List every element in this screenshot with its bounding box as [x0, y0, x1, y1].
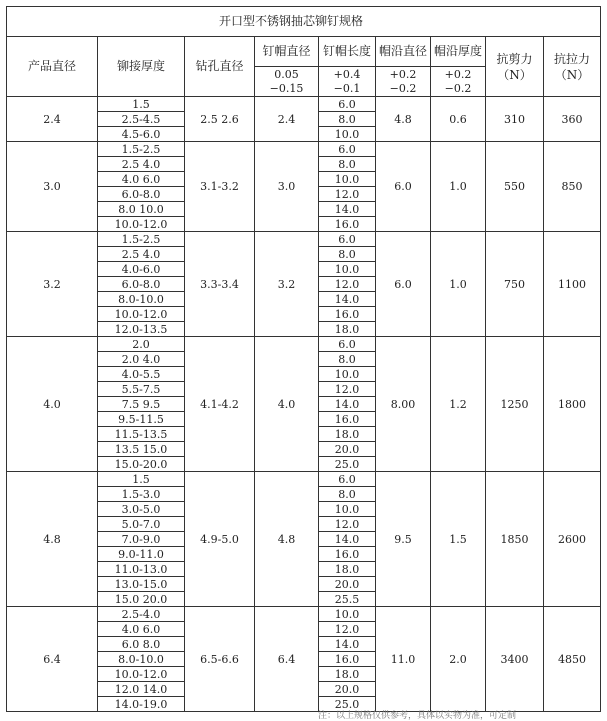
- rivet-thickness-cell: 10.0-12.0: [98, 307, 185, 322]
- tolerance-upper: 0.05: [274, 67, 299, 81]
- rivet-thickness-cell: 1.5-3.0: [98, 487, 185, 502]
- cap-length-cell: 12.0: [319, 277, 376, 292]
- rivet-thickness-cell: 5.0-7.0: [98, 517, 185, 532]
- rivet-thickness-cell: 4.0-5.5: [98, 367, 185, 382]
- rivet-thickness-cell: 14.0-19.0: [98, 697, 185, 712]
- rivet-thickness-cell: 10.0-12.0: [98, 217, 185, 232]
- brim-thickness-cell: 1.2: [431, 337, 486, 472]
- cap-length-cell: 10.0: [319, 172, 376, 187]
- header-cap-length: 钉帽长度: [319, 37, 376, 67]
- cap-length-cell: 16.0: [319, 217, 376, 232]
- rivet-thickness-cell: 1.5-2.5: [98, 232, 185, 247]
- cap-length-cell: 18.0: [319, 322, 376, 337]
- drill-diameter-cell: 4.9-5.0: [185, 472, 255, 607]
- rivet-thickness-cell: 1.5: [98, 97, 185, 112]
- cap-length-cell: 8.0: [319, 352, 376, 367]
- rivet-thickness-cell: 3.0-5.0: [98, 502, 185, 517]
- cap-length-cell: 18.0: [319, 562, 376, 577]
- brim-diameter-cell: 8.00: [376, 337, 431, 472]
- product-diameter-cell: 4.0: [7, 337, 98, 472]
- table-row: [7, 142, 601, 157]
- rivet-thickness-cell: 7.5 9.5: [98, 397, 185, 412]
- tolerance-lower: −0.2: [389, 81, 417, 95]
- rivet-thickness-cell: 4.0 6.0: [98, 622, 185, 637]
- cap-length-cell: 25.5: [319, 592, 376, 607]
- cap-length-cell: 14.0: [319, 637, 376, 652]
- cap-length-cell: 14.0: [319, 532, 376, 547]
- cap-length-cell: 16.0: [319, 412, 376, 427]
- cap-length-cell: 6.0: [319, 337, 376, 352]
- tolerance-lower: −0.1: [333, 81, 361, 95]
- rivet-thickness-cell: 6.0-8.0: [98, 277, 185, 292]
- drill-diameter-cell: 6.5-6.6: [185, 607, 255, 712]
- spec-table: [6, 6, 601, 712]
- tensile-force-cell: 360: [544, 97, 601, 142]
- brim-thickness-cell: 1.0: [431, 232, 486, 337]
- cap-length-cell: 8.0: [319, 247, 376, 262]
- rivet-thickness-cell: 15.0-20.0: [98, 457, 185, 472]
- cap-length-cell: 6.0: [319, 472, 376, 487]
- product-diameter-cell: 4.8: [7, 472, 98, 607]
- brim-thickness-cell: 1.0: [431, 142, 486, 232]
- product-diameter-cell: 3.2: [7, 232, 98, 337]
- brim-diameter-cell: 11.0: [376, 607, 431, 712]
- cap-diameter-cell: 4.8: [255, 472, 319, 607]
- product-diameter-cell: 6.4: [7, 607, 98, 712]
- header-cap-diameter: 钉帽直径: [255, 37, 319, 67]
- brim-thickness-cell: 2.0: [431, 607, 486, 712]
- header-shear-label: 抗剪力: [496, 51, 533, 66]
- rivet-thickness-cell: 5.5-7.5: [98, 382, 185, 397]
- cap-length-cell: 16.0: [319, 547, 376, 562]
- table-row: [7, 232, 601, 247]
- tolerance-lower: −0.2: [444, 81, 472, 95]
- tolerance-cap-length: [319, 67, 376, 97]
- shear-force-cell: 1250: [486, 337, 544, 472]
- cap-diameter-cell: 2.4: [255, 97, 319, 142]
- rivet-thickness-cell: 9.0-11.0: [98, 547, 185, 562]
- cap-length-cell: 18.0: [319, 667, 376, 682]
- tensile-force-cell: 2600: [544, 472, 601, 607]
- cap-length-cell: 10.0: [319, 127, 376, 142]
- cap-length-cell: 25.0: [319, 697, 376, 712]
- table-row: [7, 607, 601, 622]
- rivet-thickness-cell: 2.5-4.0: [98, 607, 185, 622]
- tolerance-upper: +0.2: [389, 67, 417, 81]
- tolerance-brim-diameter: [376, 67, 431, 97]
- cap-length-cell: 8.0: [319, 157, 376, 172]
- header-drill-diameter: 钻孔直径: [185, 37, 255, 97]
- cap-length-cell: 20.0: [319, 577, 376, 592]
- shear-force-cell: 310: [486, 97, 544, 142]
- rivet-thickness-cell: 4.0 6.0: [98, 172, 185, 187]
- cap-length-cell: 8.0: [319, 487, 376, 502]
- cap-length-cell: 14.0: [319, 292, 376, 307]
- drill-diameter-cell: 3.1-3.2: [185, 142, 255, 232]
- rivet-thickness-cell: 2.5 4.0: [98, 157, 185, 172]
- rivet-thickness-cell: 10.0-12.0: [98, 667, 185, 682]
- cap-length-cell: 6.0: [319, 232, 376, 247]
- header-shear-force: [486, 37, 544, 97]
- product-diameter-cell: 3.0: [7, 142, 98, 232]
- cap-length-cell: 18.0: [319, 427, 376, 442]
- cap-length-cell: 20.0: [319, 682, 376, 697]
- header-row: [7, 37, 601, 67]
- tolerance-cap-diameter: [255, 67, 319, 97]
- header-product-diameter: 产品直径: [7, 37, 98, 97]
- header-brim-diameter: 帽沿直径: [376, 37, 431, 67]
- rivet-thickness-cell: 12.0-13.5: [98, 322, 185, 337]
- tolerance-upper: +0.4: [333, 67, 361, 81]
- cap-length-cell: 16.0: [319, 652, 376, 667]
- rivet-thickness-cell: 8.0-10.0: [98, 652, 185, 667]
- header-shear-unit: （N）: [497, 67, 532, 82]
- tensile-force-cell: 4850: [544, 607, 601, 712]
- cap-diameter-cell: 6.4: [255, 607, 319, 712]
- cap-length-cell: 8.0: [319, 112, 376, 127]
- cap-length-cell: 12.0: [319, 382, 376, 397]
- rivet-thickness-cell: 7.0-9.0: [98, 532, 185, 547]
- rivet-thickness-cell: 15.0 20.0: [98, 592, 185, 607]
- cap-length-cell: 10.0: [319, 367, 376, 382]
- tensile-force-cell: 850: [544, 142, 601, 232]
- product-diameter-cell: 2.4: [7, 97, 98, 142]
- cap-length-cell: 10.0: [319, 607, 376, 622]
- rivet-thickness-cell: 11.5-13.5: [98, 427, 185, 442]
- brim-diameter-cell: 4.8: [376, 97, 431, 142]
- drill-diameter-cell: 3.3-3.4: [185, 232, 255, 337]
- rivet-thickness-cell: 2.5 4.0: [98, 247, 185, 262]
- cap-length-cell: 6.0: [319, 97, 376, 112]
- rivet-thickness-cell: 4.0-6.0: [98, 262, 185, 277]
- rivet-thickness-cell: 11.0-13.0: [98, 562, 185, 577]
- table-title: 开口型不锈钢抽芯铆钉规格: [7, 7, 601, 37]
- drill-diameter-cell: 4.1-4.2: [185, 337, 255, 472]
- brim-diameter-cell: 6.0: [376, 142, 431, 232]
- rivet-thickness-cell: 6.0 8.0: [98, 637, 185, 652]
- title-row: [7, 7, 601, 37]
- rivet-thickness-cell: 2.5-4.5: [98, 112, 185, 127]
- cap-length-cell: 14.0: [319, 202, 376, 217]
- shear-force-cell: 3400: [486, 607, 544, 712]
- header-tensile-force: [544, 37, 601, 97]
- rivet-thickness-cell: 2.0 4.0: [98, 352, 185, 367]
- rivet-thickness-cell: 1.5: [98, 472, 185, 487]
- rivet-thickness-cell: 6.0-8.0: [98, 187, 185, 202]
- brim-thickness-cell: 0.6: [431, 97, 486, 142]
- table-row: [7, 337, 601, 352]
- rivet-thickness-cell: 9.5-11.5: [98, 412, 185, 427]
- brim-diameter-cell: 9.5: [376, 472, 431, 607]
- cap-length-cell: 12.0: [319, 187, 376, 202]
- drill-diameter-cell: 2.5 2.6: [185, 97, 255, 142]
- shear-force-cell: 1850: [486, 472, 544, 607]
- header-tensile-label: 抗拉力: [554, 51, 591, 66]
- tolerance-lower: −0.15: [269, 81, 304, 95]
- header-rivet-thickness: 铆接厚度: [98, 37, 185, 97]
- footer-note: 注：以上规格仅供参考，具体以实物为准，可定制: [318, 711, 517, 721]
- brim-diameter-cell: 6.0: [376, 232, 431, 337]
- header-tensile-unit: （N）: [554, 67, 590, 82]
- cap-diameter-cell: 3.2: [255, 232, 319, 337]
- table-row: [7, 97, 601, 112]
- brim-thickness-cell: 1.5: [431, 472, 486, 607]
- shear-force-cell: 550: [486, 142, 544, 232]
- cap-length-cell: 12.0: [319, 622, 376, 637]
- cap-diameter-cell: 4.0: [255, 337, 319, 472]
- cap-length-cell: 14.0: [319, 397, 376, 412]
- cap-length-cell: 10.0: [319, 262, 376, 277]
- cap-length-cell: 12.0: [319, 517, 376, 532]
- tolerance-upper: +0.2: [444, 67, 472, 81]
- spec-table-body: [7, 7, 601, 712]
- rivet-thickness-cell: 8.0-10.0: [98, 292, 185, 307]
- cap-length-cell: 20.0: [319, 442, 376, 457]
- cap-length-cell: 25.0: [319, 457, 376, 472]
- cap-length-cell: 6.0: [319, 142, 376, 157]
- tensile-force-cell: 1100: [544, 232, 601, 337]
- tensile-force-cell: 1800: [544, 337, 601, 472]
- rivet-thickness-cell: 13.5 15.0: [98, 442, 185, 457]
- cap-length-cell: 16.0: [319, 307, 376, 322]
- cap-diameter-cell: 3.0: [255, 142, 319, 232]
- rivet-thickness-cell: 13.0-15.0: [98, 577, 185, 592]
- shear-force-cell: 750: [486, 232, 544, 337]
- cap-length-cell: 10.0: [319, 502, 376, 517]
- rivet-thickness-cell: 12.0 14.0: [98, 682, 185, 697]
- table-row: [7, 472, 601, 487]
- rivet-thickness-cell: 1.5-2.5: [98, 142, 185, 157]
- rivet-thickness-cell: 4.5-6.0: [98, 127, 185, 142]
- tolerance-brim-thickness: [431, 67, 486, 97]
- header-brim-thickness: 帽沿厚度: [431, 37, 486, 67]
- rivet-thickness-cell: 8.0 10.0: [98, 202, 185, 217]
- rivet-thickness-cell: 2.0: [98, 337, 185, 352]
